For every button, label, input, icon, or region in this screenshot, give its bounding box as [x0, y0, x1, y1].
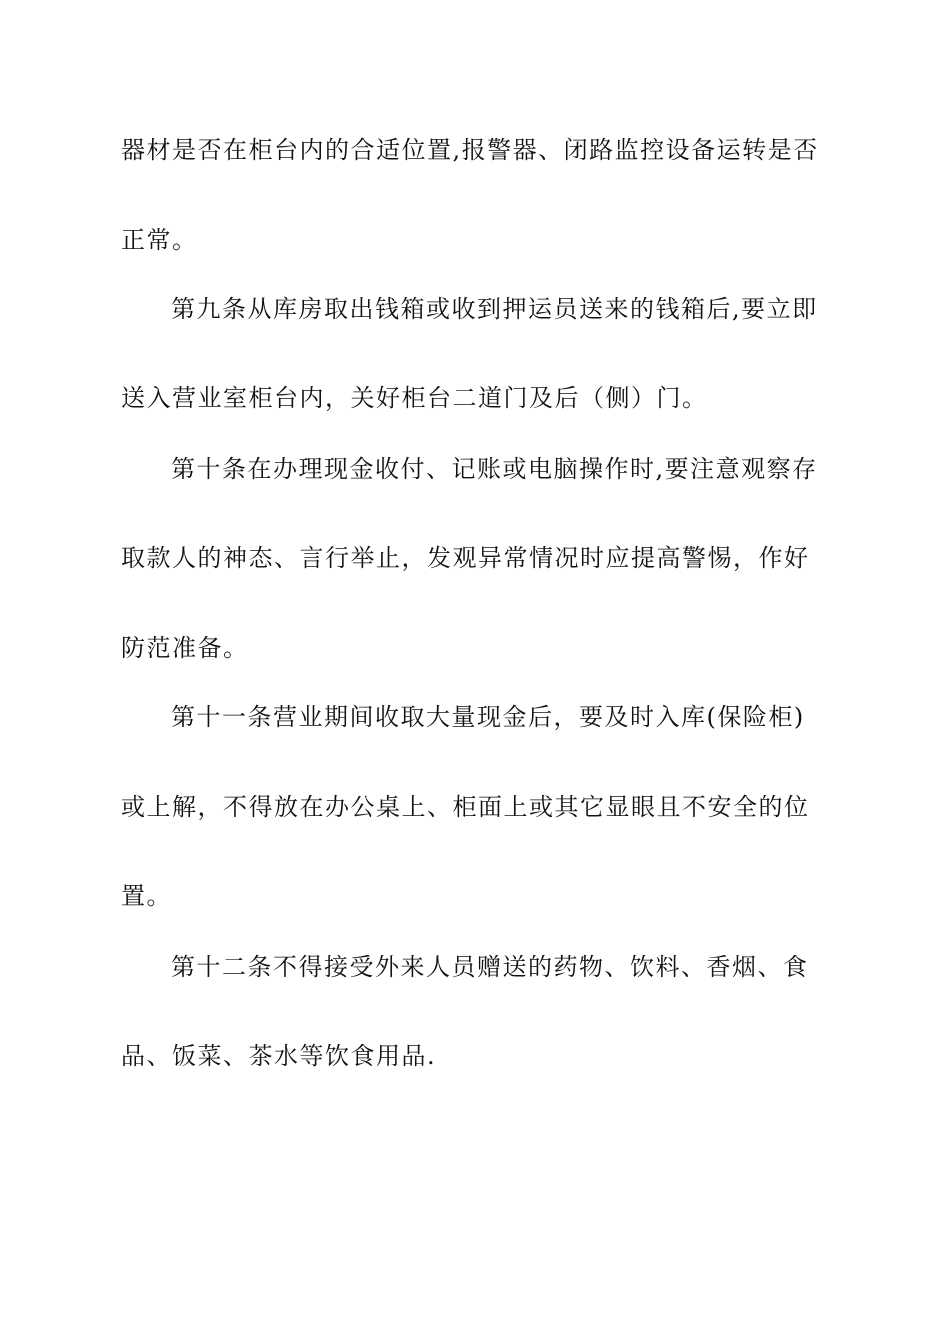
- text-line-9: 或上解，不得放在办公桌上、柜面上或其它显眼且不安全的位: [121, 793, 810, 821]
- text-line-11: 第十二条不得接受外来人员赠送的药物、饮料、香烟、食: [171, 953, 809, 981]
- text-line-4: 送入营业室柜台内，关好柜台二道门及后（侧）门。: [121, 384, 708, 412]
- text-line-12: 品、饭菜、茶水等饮食用品.: [121, 1042, 437, 1070]
- text-line-2: 正常。: [121, 226, 198, 254]
- text-line-10: 置。: [121, 882, 172, 910]
- text-line-3: 第九条从库房取出钱箱或收到押运员送来的钱箱后,要立即: [171, 295, 818, 323]
- text-line-7: 防范准备。: [121, 634, 249, 662]
- text-line-6: 取款人的神态、言行举止，发观异常情况时应提高警惕，作好: [121, 544, 810, 572]
- text-line-1: 器材是否在柜台内的合适位置,报警器、闭路监控设备运转是否: [121, 136, 819, 164]
- text-line-8: 第十一条营业期间收取大量现金后，要及时入库(保险柜): [171, 703, 805, 731]
- text-line-5: 第十条在办理现金收付、记账或电脑操作时,要注意观察存: [171, 455, 818, 483]
